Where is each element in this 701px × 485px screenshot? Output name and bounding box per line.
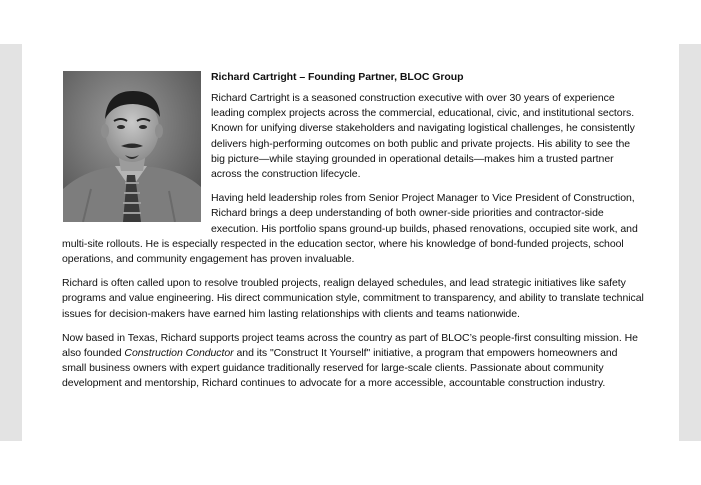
- left-margin-band: [0, 44, 22, 441]
- bio-paragraph-4-part-2: and its "Construct It Yourself" initiative, a program that empowers homeowners and small business owners with expert guidance traditionally reserved for large-scale clients. Passionate about community development and mentorship, Richard continues to advocate for a more accessible, accountable construction industry.: [62, 347, 618, 390]
- portrait-photo: [63, 71, 201, 222]
- construction-conductor-title: Construction Conductor: [124, 347, 234, 360]
- bio-paragraph-3: Richard is often called upon to resolve troubled projects, realign delayed schedules, and lead strategic initiatives like safety programs and value engineering. His direct communication style, commitment to transparency, and ability to translate technical issues for decision-makers have earned him lasting relationships with clients and teams nationwide.: [62, 277, 644, 320]
- bio-paragraph-4: [62, 331, 644, 392]
- right-margin-band: [679, 44, 701, 441]
- bio-paragraph-4-part-1: Now based in Texas, Richard supports project teams across the country as part of BLOC’s people-first consulting mission. He also founded: [62, 331, 638, 360]
- bio-paragraph-2: Having held leadership roles from Senior Project Manager to Vice President of Construction, Richard brings a deep understanding of both owner-side priorities and contractor-side execution. His portfolio spans ground-up builds, phased renovations, occupied site work, and multi-site rollouts. He is especially respected in the education sector, where his knowledge of bond-funded projects, school operations, and community engagement has proven invaluable.: [62, 192, 638, 266]
- bio-heading: Richard Cartright – Founding Partner, BLOC Group: [211, 71, 464, 83]
- bio-document: [62, 70, 644, 401]
- bio-paragraph-1: Richard Cartright is a seasoned construction executive with over 30 years of experience leading complex projects across the commercial, educational, civic, and institutional sectors. Known for unifying diverse stakeholders and navigating logistical challenges, he consistently delivers high-performing outcomes on both public and private projects. His ability to see the big picture—while staying grounded in operational details—makes him a trusted partner across the construction lifecycle.: [211, 92, 635, 181]
